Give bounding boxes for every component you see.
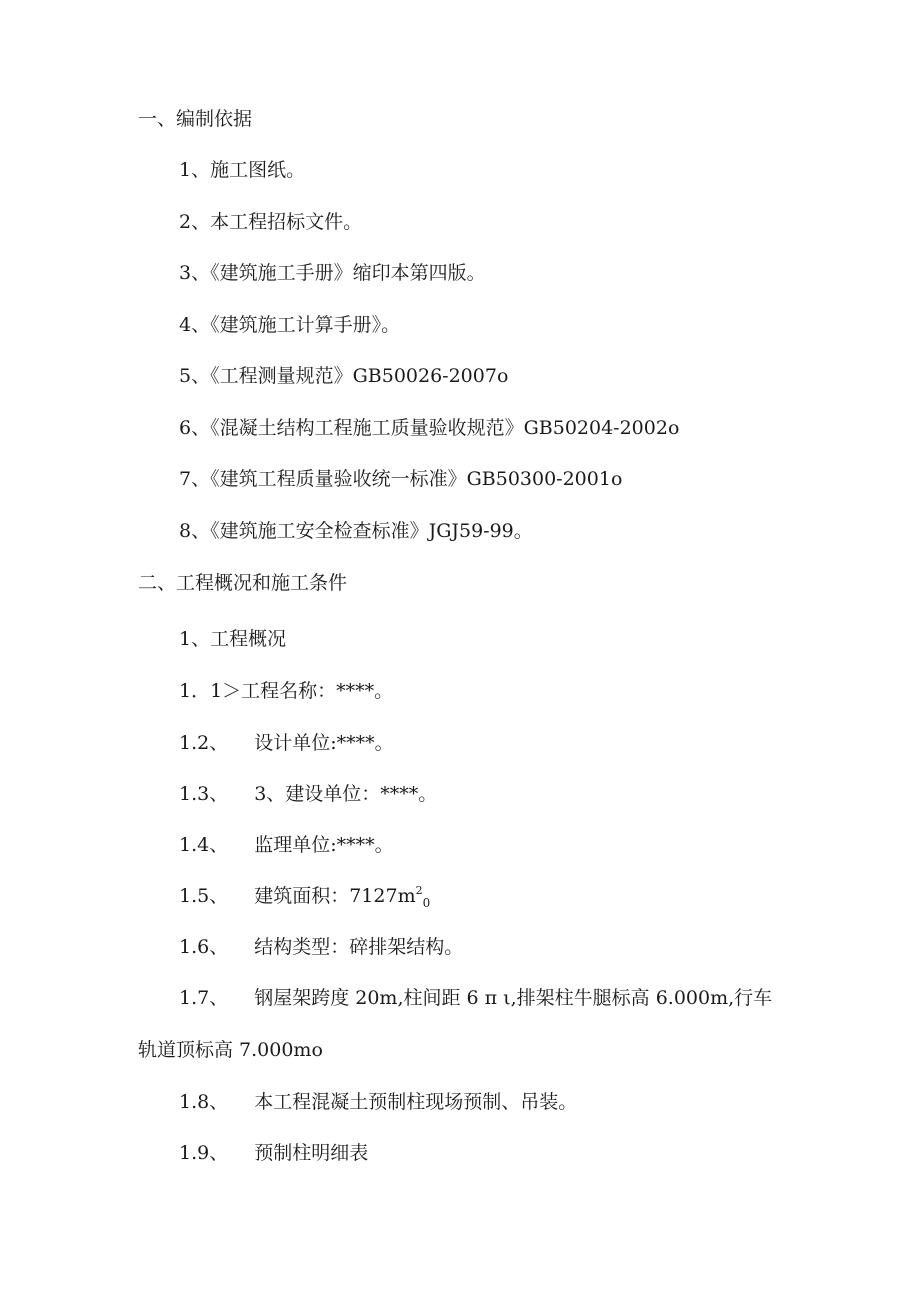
- item-number: 1.6、: [179, 936, 229, 958]
- item-number: 1.3、: [179, 783, 229, 805]
- section-2-heading: 二、工程概况和施工条件: [138, 572, 348, 594]
- list-item: 1．1＞工程名称：****。: [179, 680, 394, 702]
- subscript-mark: 0: [422, 895, 431, 910]
- subsection-heading: 1、工程概况: [179, 628, 287, 650]
- item-number: 1.8、: [179, 1091, 229, 1113]
- list-item-continuation: 轨道顶标高 7.000mo: [138, 1039, 323, 1061]
- item-text: 建筑面积：7127m: [254, 885, 416, 907]
- list-item: [179, 782, 437, 806]
- item-number: 1.2、: [179, 732, 229, 754]
- item-text: 钢屋架跨度 20m,柱间距 6 π ι,排架柱牛腿标高 6.000m,行车: [254, 987, 773, 1009]
- list-item: [179, 884, 430, 915]
- list-item: 5、《工程测量规范》GB50026-2007o: [179, 365, 509, 387]
- list-item: [179, 1141, 368, 1165]
- item-number: 1.5、: [179, 885, 229, 907]
- list-item: 6、《混凝土结构工程施工质量验收规范》GB50204-2002o: [179, 417, 680, 439]
- item-text: 预制柱明细表: [254, 1142, 369, 1164]
- item-number: 1.4、: [179, 834, 229, 856]
- list-item: 1、施工图纸。: [179, 159, 306, 181]
- list-item: [179, 731, 394, 755]
- list-item: [179, 935, 463, 959]
- list-item: 2、本工程招标文件。: [179, 211, 363, 233]
- item-text: 3、建设单位：****。: [254, 783, 438, 805]
- item-text: 监理单位:****。: [254, 834, 394, 856]
- section-1-heading: 一、编制依据: [138, 108, 253, 130]
- list-item: 4、《建筑施工计算手册》。: [179, 314, 401, 336]
- list-item: 3、《建筑施工手册》缩印本第四版。: [179, 262, 486, 284]
- list-item: 7、《建筑工程质量验收统一标准》GB50300-2001o: [179, 468, 623, 490]
- superscript: 2: [415, 884, 423, 897]
- list-item: [179, 986, 772, 1010]
- list-item: [179, 1090, 577, 1114]
- item-number: 1.7、: [179, 987, 229, 1009]
- item-number: 1.9、: [179, 1142, 229, 1164]
- item-text: 设计单位:****。: [254, 732, 394, 754]
- item-text: 结构类型：碎排架结构。: [254, 936, 464, 958]
- list-item: 8、《建筑施工安全检查标准》JGJ59-99。: [179, 520, 533, 542]
- item-text: 本工程混凝土预制柱现场预制、吊装。: [254, 1091, 578, 1113]
- list-item: [179, 833, 394, 857]
